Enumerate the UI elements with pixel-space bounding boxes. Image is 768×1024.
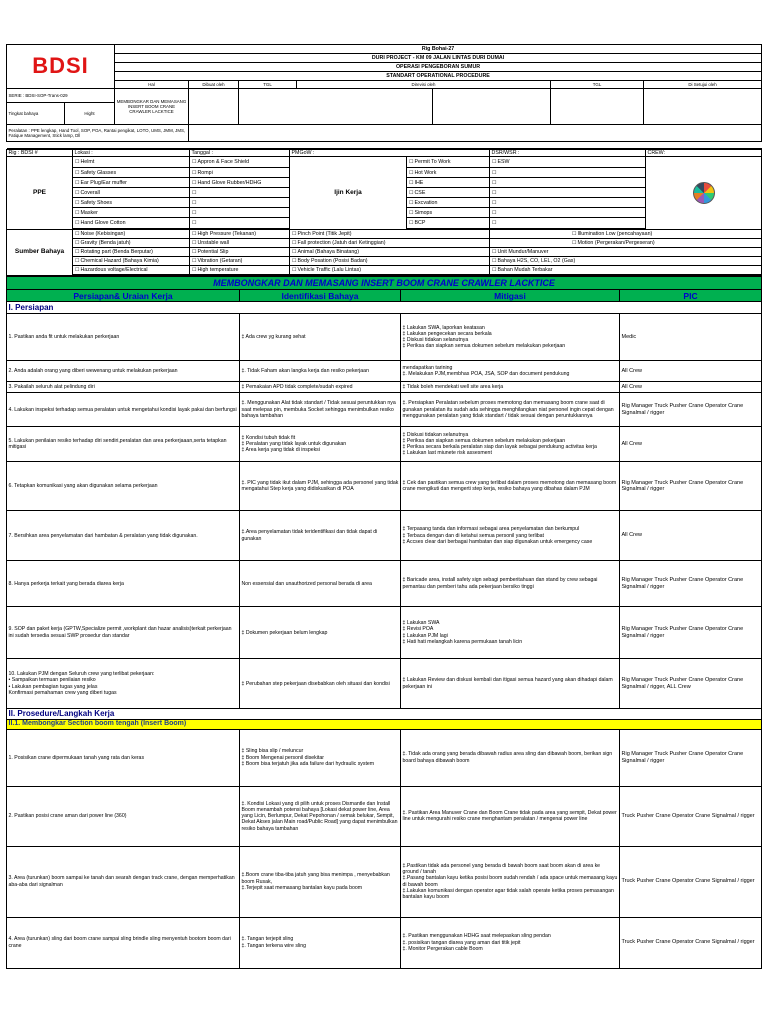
pic-cell: Rig Manager Truck Pusher Crane Operator Crane Signalmal / rigger [620,561,762,607]
sumber-bahaya-item[interactable]: ☐ Unstable wall [190,239,289,248]
table-row [7,462,762,511]
mitigasi-cell: ‡ Cek dan pastikan semua crew yang terlibat dalam proses memotong dan memasang boom crane mengikuti dan mengerti step kerja, resiko bahaya yang dibahas dalam PJM [401,462,620,511]
ijin-kerja-checkbox-item[interactable] [490,198,645,208]
ijin-kerja-checkbox-item[interactable] [490,218,645,228]
sumber-bahaya-item[interactable]: ☐ Vibration (Getaran) [190,257,289,266]
pic-cell: All Crew [620,511,762,561]
sumber-list-3 [290,230,489,275]
job-description: MEMBONGKAR DAN MEMASANG INSERT BOOM CRANE CRAWLER LACKTICE [115,89,189,125]
task-cell: 7. Bersihkan area penyelamatan dari hambatan & peralatan yang tidak digunakan. [7,511,240,561]
pic-cell: Rig Manager Truck Pusher Crane Operator Crane Signalmal / rigger, ALL Crew [620,659,762,709]
ijin-kerja-list [407,157,489,228]
serie: SERIE : BDSI-SOP-Trans-029 [7,89,115,103]
task-cell: 1. Pastikan anda fit untuk melakukan perkerjaan [7,314,240,361]
table-row [7,659,762,709]
ppe-checkbox-item[interactable] [190,198,289,208]
col-header-pic: PIC [620,290,762,302]
hazard-cell: ‡. Kondisi Lokasi yang di pilih untuk proses Dismantle dan Install Boom menambah potensi bahaya [Lokasi dekat power line, Area yang Licin, Berlumpur, Dekat Pepohonan / semak belukar, Sempit, Dekat Akses jalan Main road/Public Road] yang dapat menimbulkan resiko bahaya tambahan [240,786,401,846]
sop-sheet [6,44,761,969]
task-cell: 4. Area (turunkan) sling dari boom crane sampai sling brindle sling menyentuh bootom boom dari crane [7,917,240,968]
ijin-kerja-checkbox-item[interactable]: ☐ CSE [407,188,489,198]
sumber-bahaya-item[interactable]: ☐ Bahaya H2S, CO, LEL, O2 (Gas) [490,257,761,266]
pic-cell: All Crew [620,382,762,393]
hazard-cell: ‡. Tidak Faham akan langka kerja dan resiko pekerjaan [240,361,401,382]
rig-title: Rig Bohai-27 [115,45,762,54]
ppe-checkbox-item[interactable]: ☐ Coverall [73,188,189,198]
ppe-checkbox-item[interactable] [190,208,289,218]
operation-title: OPERASI PENGEBORAN SUMUR [115,63,762,72]
hazard-cell: ‡ Perubahan step pekerjaan disebabkan oleh situasi dan kondisi [240,659,401,709]
ijin-kerja-checkbox-item[interactable] [490,188,645,198]
sumber-list-1 [73,230,189,275]
hazard-cell: ‡. PIC yang tidak ikut dalam PJM, sehingga ada personel yang tidak mengatahui Step kerja yang didiskusikan di POA [240,462,401,511]
lokasi-field: Lokasi : [73,150,190,157]
table-row [7,786,762,846]
tanggal-field: Tanggal : [190,150,290,157]
sumber-bahaya-item[interactable]: ☐ Illumination Low (pencahayaan) [490,230,761,239]
ppe-checkbox-item[interactable]: ☐ Appron & Face Shield [190,157,289,167]
tgl-label-1: TGL [239,81,297,89]
task-cell: 1. Posisikan crane dipermukaan tanah yang rata dan keras [7,729,240,786]
hazard-cell: ‡ Ada crew yg kurang sehat [240,314,401,361]
sumber-bahaya-item[interactable]: ☐ Animal (Bahaya Binatang) [290,248,489,257]
sumber-bahaya-item[interactable]: ☐ Unit Mundur/Manuver [490,248,761,257]
table-row [7,729,762,786]
sumber-bahaya-item[interactable]: ☐ Motion (Pergerakan/Pergeseran) [490,239,761,248]
table-row [7,427,762,462]
ppe-checkbox-item[interactable]: ☐ Masker [73,208,189,218]
project-title: DURI PROJECT - KM 09 JALAN LINTAS DURI DUMAI [115,54,762,63]
pic-cell: Rig Manager Truck Pusher Crane Operator Crane Signalmal / rigger [620,462,762,511]
direvisi-label: Direvisi oleh [297,81,551,89]
mitigasi-cell: ‡ Diskusi tidakan selanutnya ‡ Periksa dan siapkan semua dokumen sebelum melakukan pekerjaan ‡ Periksa secara berkala peralatan siap dan layak sebagai pendukung activitas kerja ‡ Lakukan last miunete risk assesment [401,427,620,462]
hazard-cell: ‡. Menggunakan Alat tidak standart / Tidak sesuai peruntukkan nya saat melepas pin, membuka Socket sehingga menimbulkan resiko bahaya tambahan [240,393,401,427]
ppe-checkbox-item[interactable]: ☐ Ear Plug/Ear muffer [73,178,189,188]
pic-cell: Truck Pusher Crane Operator Crane Signalmal / rigger [620,917,762,968]
section-persiapan: I. Persiapan [7,302,762,314]
pic-cell: Truck Pusher Crane Operator Crane Signalmal / rigger [620,846,762,917]
mitigasi-cell: ‡ Baricade area, install safety sign sebagi pemberitahuan dan stand by crew sebagai pemantau dan pemberi tahu ada pekerjaan bersiko tinggi [401,561,620,607]
ijin-kerja-checkbox-item[interactable] [490,208,645,218]
mitigasi-cell: ‡. Pastikan Area Manuver Crane dan Boom Crane tidak pada area yang sempit, Dekat power line untuk mengurahi resiko crane menghantam peralatan / mengenai power line [401,786,620,846]
pic-cell: All Crew [620,361,762,382]
sumber-bahaya-item[interactable]: ☐ High Pressure (Tekanan) [190,230,289,239]
procedure-band-title: MEMBONGKAR DAN MEMASANG INSERT BOOM CRANE CRAWLER LACKTICE [7,277,762,290]
header-table [6,44,762,149]
sumber-bahaya-item[interactable]: ☐ Bahan Mudah Terbakar [490,266,761,275]
pic-cell: Rig Manager Truck Pusher Crane Operator Crane Signalmal / rigger [620,393,762,427]
pic-cell: All Crew [620,427,762,462]
sumber-bahaya-item[interactable]: ☐ Hazardous voltage/Electrical [73,266,189,275]
disetujui-label: Di Setujui oleh [644,81,762,89]
sumber-bahaya-item[interactable]: ☐ Chemical Hazard (Bahaya Kimia) [73,257,189,266]
task-cell: 6. Tetapkan komunikasi yang akan digunakan selama perkerjaan [7,462,240,511]
pmgow-field: PMGoW : [290,150,490,157]
task-cell: 2. Anda adalah orang yang diberi wewenang untuk melakukan perkerjaan [7,361,240,382]
sumber-bahaya-item[interactable]: ☐ High temperature [190,266,289,275]
pic-cell: Rig Manager Truck Pusher Crane Operator Crane Signalmal / rigger [620,729,762,786]
ppe-checkbox-item[interactable]: ☐ Rompi [190,168,289,178]
ijin-kerja-checkbox-item[interactable]: ☐ Permit To Work [407,157,489,167]
sumber-bahaya-item[interactable]: ☐ Pinch Point (Titik Jepit) [290,230,489,239]
mitigasi-cell: mendapatkan tarining ‡. Melakukan PJM,membhas POA, JSA, SOP dan document pendukung [401,361,620,382]
hazard-cell: ‡.Area penyelamatan tidak teridentifikasi dan tidak dapat di gunakan [240,511,401,561]
dsr-field: DSR/WSR : [490,150,646,157]
ppe-checkbox-item[interactable]: ☐ Safety Glasses [73,168,189,178]
col-header-hazard: Identifikasi Bahaya [240,290,401,302]
sop-title: STANDART OPERATIONAL PROCEDURE [115,72,762,81]
sumber-bahaya-item[interactable]: ☐ Rotating part (Benda Berputar) [73,248,189,257]
ppe-list-1 [73,157,189,228]
mitigasi-cell: ‡ Terpasang tanda dan informasi sebagai area penyelamatan dan berkumpul ‡ Terbaca dengan dan di ketahui semua personil yang terlibat ‡ Accses clear dari berbagai hambatan dan siap digunakan untuk emergency case [401,511,620,561]
safety-wheel-cell [646,157,762,229]
ijin-kerja-checkbox-item[interactable]: ☐ Simops [407,208,489,218]
company-logo: BDSI [7,45,115,89]
mitigasi-cell: ‡ Lakukan SWA, laporkan keatasan ‡ Lakukan pengecekan secara berkala ‡ Diskusi tidakan selanutnya ‡ Periksa dan siapkan semua dokumen sebelum melakukan pekerjaan [401,314,620,361]
dibuat-label: Dibuat oleh [189,81,239,89]
ppe-label: PPE [7,157,73,229]
ijin-kerja-checkbox-item[interactable]: ☐ IHE [407,178,489,188]
tgl-label-2: TGL [551,81,644,89]
hazard-cell: ‡ Pemakaian APD tidak complete/sudah expired [240,382,401,393]
ppe-checkbox-item[interactable]: ☐ Hand Glove Rubber/HDHG [190,178,289,188]
col-header-mitigasi: Mitigasi [401,290,620,302]
section-prosedure: II. Prosedure/Langkah Kerja [7,709,762,720]
task-cell: 5. Lakukan penilaian resiko terhadap diri sendiri,peralatan dan area perkerjaaan,serta tetapkan mitigasi [7,427,240,462]
ijin-kerja-checkbox-item[interactable] [490,178,645,188]
mitigasi-cell: ‡.Pastikan tidak ada personel yang berada di bawah boom saat boom akan di area ke ground / tanah ‡.Pasang bantalan kayu ketika posisi boom sudah rendah / ada space untuk memasang kayu di bawah boom ‡.Lakukan komunikasi dengan operator agar tidak salah operate ketika proses pemasangan bantalan kayu boom [401,846,620,917]
ppe-checkbox-item[interactable]: ☐ Safety Shoes [73,198,189,208]
hazard-cell: ‡ Dokumen pekerjaan belum lengkap [240,607,401,659]
ijin-kerja-checkbox-item[interactable]: ☐ Hot Work [407,168,489,178]
hazard-cell: ‡ Sling bisa slip / meluncur ‡ Boom Mengenai personil disekitar ‡ Boom bisa terjatuh jika ada failure dari hydraulic system [240,729,401,786]
ppe-list-2 [190,157,289,228]
sumber-bahaya-item[interactable]: ☐ Potential Slip [190,248,289,257]
rig-field: Rig : BDSI # [7,150,73,157]
task-cell: 10. Lakukan PJM dengan Seluruh crew yang terlibat pekerjaan: • Sampaikan termuan penilaian resiko • Lakukan pembagian tugas yang jelas Konfirmasi pemahaman crew yang diberi tugas [7,659,240,709]
section-membongkar: II.1. Membongkar Section boom tengah (Insert Boom) [7,719,762,729]
mitigasi-cell: ‡ Tidak boleh mendekati well site area kerja [401,382,620,393]
mitigasi-cell: ‡. Persiapkan Peralatan sebelum proses memotong dan memasang boom crane saat di gunakan peralatan itu sudah ada sehingga menghilangkan niat personel ingin cepat dengan menggunakan peralatan yang tidak standart / tidak sesuai dengan peruntukkannya [401,393,620,427]
hal-label: Hal [115,81,189,89]
ppe-table [6,149,762,276]
mitigasi-cell: ‡ Lakukan SWA ‡ Revisi POA ‡ Lakukan PJM lagi ‡ Hati hati melangkah karena permukaan tanah licin [401,607,620,659]
sumber-bahaya-label: Sumber Bahaya [7,229,73,275]
table-row [7,846,762,917]
pic-cell: Truck Pusher Crane Operator Crane Signalmal / rigger [620,786,762,846]
mitigasi-cell: ‡ Lakukan Review dan diskusi kembali dan itigasi semua hazard yang akan dihadapi dalam pekerjaan ini [401,659,620,709]
mitigasi-cell: ‡. Pastikan menggunakan HDHG saat melepaskan sling pendan ‡. posisikan tangan diarea yang aman dari titik jepit ‡. Monitor Pergerakan cable Boom [401,917,620,968]
ppe-checkbox-item[interactable]: ☐ Hand Glove Cotton [73,218,189,228]
safety-wheel-icon [693,182,715,204]
table-row [7,917,762,968]
table-row [7,607,762,659]
sumber-list-4 [490,230,761,275]
task-cell: 9. SOP dan paket kerja (GPTW,Specialize permit ,workplant dan hazar analisis)terkait perkerjaan ini sudah tersedia sesuai SWP prosedur dan standar [7,607,240,659]
prosedure-rows [7,729,762,968]
sumber-bahaya-item[interactable]: ☐ Noise (Kebisingan) [73,230,189,239]
sumber-bahaya-item[interactable]: ☐ Body Posation (Posisi Badan) [290,257,489,266]
table-row [7,511,762,561]
col-header-task: Persiapan& Uraian Kerja [7,290,240,302]
table-row [7,382,762,393]
sumber-bahaya-item[interactable]: ☐ Gravity (Benda jatuh) [73,239,189,248]
task-cell: 8. Hanya perkerja terkait yang berada diarea kerja [7,561,240,607]
hazard-cell: ‡. Tangan terjepit sling ‡. Tangan terkena wire sling [240,917,401,968]
mitigasi-cell: ‡. Tidak ada orang yang berada dibawah radius area sling dan dibawah boom, berikan sign board bahaya dibawah boom [401,729,620,786]
table-row [7,361,762,382]
procedure-table [6,276,762,969]
ppe-checkbox-item[interactable] [190,188,289,198]
ijin-kerja-label: Ijin Kerja [290,157,407,229]
pic-cell: Medic [620,314,762,361]
ijin-kerja-list-2 [490,157,645,228]
ijin-kerja-checkbox-item[interactable]: ☐ Excvation [407,198,489,208]
persiapan-rows [7,314,762,709]
hazard-cell: ‡ Kondisi tubuh tidak fit ‡ Peralatan yang tidak layak untuk digunakan ‡ Area kerja yang tidak di inspeksi [240,427,401,462]
task-cell: 2. Pastikan posisi crane aman dari power line (360) [7,786,240,846]
ijin-kerja-checkbox-item[interactable] [490,168,645,178]
table-row [7,561,762,607]
table-row [7,314,762,361]
ppe-checkbox-item[interactable]: ☐ Helmt [73,157,189,167]
table-row [7,393,762,427]
task-cell: 4. Lakukan inspeksi terhadap semua peralatan untuk mengetahui kondisi layak pakai dan berfungsi [7,393,240,427]
hazard-cell: Non essensial dan unauthorized personal berada di area [240,561,401,607]
crew-field: CREW: [646,150,762,157]
task-cell: 3. Area (turunkan) boom sampai ke tanah dan searah dengan track crane, dengan memperhatikan aba-aba dari signalman [7,846,240,917]
tingkat-bahaya-value: Hight [65,103,115,125]
ijin-kerja-checkbox-item[interactable]: ☐ ESW [490,157,645,167]
sumber-bahaya-item[interactable]: ☐ Fall protection (Jatuh dari Ketinggian) [290,239,489,248]
task-cell: 3. Pakailah seluruh alat pelindung diri [7,382,240,393]
sumber-list-2 [190,230,289,275]
ppe-checkbox-item[interactable] [190,218,289,228]
hazard-cell: ‡.Boom crane tiba-tiba jatuh yang bisa menimpa , menyebabkan boom Rusak, ‡.Terjepit saat memasang bantalan kayu pada boom [240,846,401,917]
peralatan: Peralatan : PPE lengkap, Hand Tool, SOP, POA, Rantai pengikat, LOTO, UMS, JMM, JMS, Fatique Management, Stick lamp, Dll [7,125,189,142]
sumber-bahaya-item[interactable]: ☐ Vehicle Traffic (Lalu Lintas) [290,266,489,275]
pic-cell: Rig Manager Truck Pusher Crane Operator Crane Signalmal / rigger [620,607,762,659]
ijin-kerja-checkbox-item[interactable]: ☐ BCP [407,218,489,228]
tingkat-bahaya-label: Tingkat bahaya [7,103,65,125]
